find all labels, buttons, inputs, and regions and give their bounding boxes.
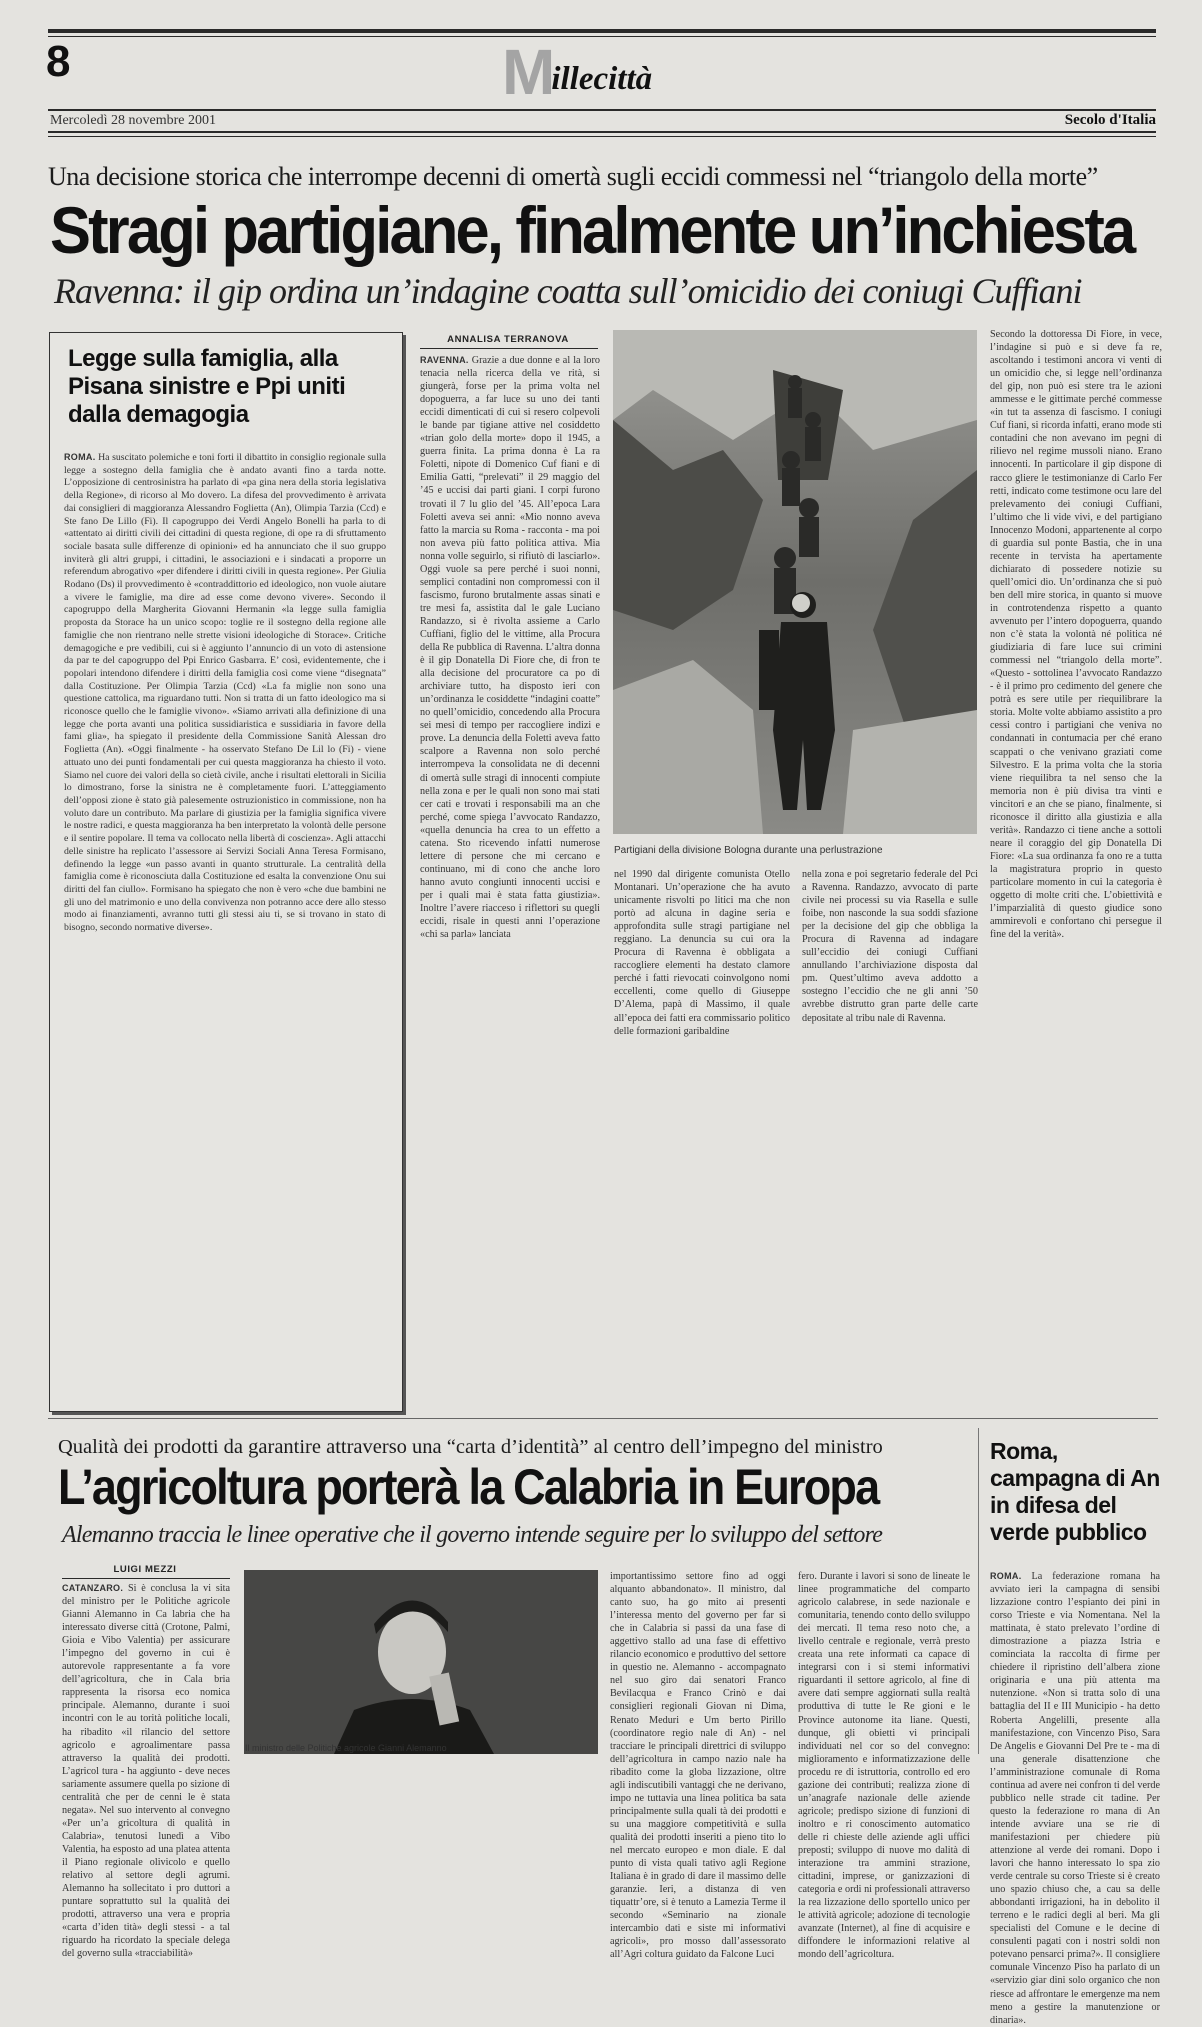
sidebar-verde-body: [990, 1570, 1161, 2026]
date-rule-thin: [48, 136, 1156, 137]
dateline: ROMA.: [990, 1571, 1022, 1581]
agri-column-e: [798, 1570, 970, 1961]
agri-byline-rule: [62, 1578, 230, 1579]
lead-photo-caption: Partigiani della divisione Bologna durante una perlustrazione: [614, 845, 883, 856]
lead-headline: Stragi partigiane, finalmente un’inchiesta: [50, 193, 1134, 267]
lead-column-a: [420, 354, 600, 1406]
agri-headline: L’agricoltura porterà la Calabria in Europa: [58, 1459, 879, 1515]
lead-kicker: Una decisione storica che interrompe decenni di omertà sugli eccidi commessi nel “triangolo della morte”: [48, 162, 1098, 191]
agri-subhead: Alemanno traccia le linee operative che il governo intende seguire per lo sviluppo del settore: [62, 1522, 883, 1548]
lead-column-d: [990, 328, 1162, 1408]
masthead-rule: [48, 109, 1156, 111]
sidebar-famiglia-box: [49, 332, 403, 1412]
lead-subhead: Ravenna: il gip ordina un’indagine coatta sull’omicidio dei coniugi Cuffiani: [54, 271, 1082, 311]
article-text: Secondo la dottoressa Di Fiore, in vece, l’indagine si può e si deve fa re, ascoltando i testimoni ancora vi venti di un omicidio che, si legge nell’ordinanza del gip, non può esi stere tra le azioni ammesse e le gittimate perché commesse «in tut ta assenza di fascismo. I coniugi Cuf fiani, si ricorda infatti, erano mode sti contadini che non avevano im pegni di rilievo nel regime mussoli niano. Erano innocenti. In particolare il gip dispone di racco gliere le testimonianze di Carlo Fer retti, indicato come testimone ocu lare del prelevamento dei coniugi Cuffiani, l’ultimo che li vide vivi, e del partigiano Innocenzo Modoni, appartenente al corpo di guardia sul ponte Bastia, che in una recente in tervista ha apertamente dichiarato di possedere notizie su quell’omici dio. Un’ordinanza che si può ben dell mire storica, in quanto si muove in controtendenza rispetto a quanto avvenuto per l’intero dopoguerra, quando non c’è stata la volontà né politica né giudiziaria di fare luce sui crimini commessi nel “triangolo della morte”. «Questo - sottolinea l’avvocato Randazzo - è il primo pro cedimento del genere che potrà es sere utile per riequilibrare la storia. Molte volte abbiamo assistito a pro cessi contro i partigiani che veniva no condannati in contumacia per ché erano scappati o che venivano graziati come Silvestro. E la prima volta che la storia viene riequilibra ta nel senso che la memoria non è più divisa tra vinti e vincitori e an che se piano, finalmente, si riconosce il diritto alla giustizia e alla verità». Randazzo ci tiene anche a sottoli neare il coraggio del gip Donatella Di Fiore: «La sua ordinanza fa ono re a tutta la magistratura proprio in questo particolare momento in cui la categoria è oggetto di molte criti che. L’obiettività e l’imparzialità di questo giudice sono ammirevoli e confortano chi persegue il fine del la verità».: [990, 329, 1162, 941]
article-text: importantissimo settore fino ad oggi alquanto abbandonato». Il ministro, dal canto suo, ha go mito ai presenti l’interessa mento del governo per far sì che in Calabria si passi da una fase di aggettivo stallo ad una fase di effettivo rilancio economico e produttivo del settore in questio ne. Alemanno - accompagnato nel suo giro dai senatori Franco Bevilacqua e Franco Crinò e dai consiglieri regionali Giovan ni Dima, Renato Meduri e Um berto Pirillo (coordinatore regio nale di An) - nel tracciare le principali direttrici di sviluppo dell’agricoltura in campo nazio nale ha ribadito come la globa lizzazione, oltre agli indiscutibili vantaggi che ne derivano, impo ne tuttavia una linea politica ba sata principalmente sulla quali tà dei prodotti e su una maggiore competitività e sulla qualità dei prodotti inseriti a pieno tito lo nel mercato europeo e mon diale. E dal punto di vista quali tativo agli Regione Italiana è in grado di dare il massimo delle garanzie. Ieri, a distanza di ven tiquattr’ore, si è tenuto a Lamezia Terme il secondo «Seminario na zionale intercambio dati e siste mi informativi agricoli», pro mosso dall’assessorato all’Agri coltura guidato da Falcone Luci: [610, 1571, 786, 1961]
article-text: Si è conclusa la vi sita del ministro per le Politiche agricole Gianni Alemanno in Ca labria che ha interessato diverse città (Crotone, Palmi, Gioia e Vibo Valentia) per assicurare l’impegno del governo in cui è autorevole rappresentante a fa vore dell’agricoltura, che in Cala bria rappresenta la risorsa eco nomica principale. Alemanno, durante i suoi incontri con le au torità politiche locali, ha ribadito «il rilancio del settore agricolo e agroalimentare passa attraverso la qualità dei prodotti. L’agricol tura - ha aggiunto - deve neces sariamente assumere quella po sizione di centralità che per de cenni le è stata negata». Nel suo intervento al convegno «Per un’a gricoltura di qualità in Calabria», tenutosi lunedì a Vibo Valentia, ha esposto ad una platea attenta il Piano regionale olivicolo e quello relativo al settore degli agrumi. Alemanno ha sollecitato i pro duttori a puntare soprattutto sul la qualità dei prodotti, attraverso una vera e propria «carta d’iden tità» degli stessi - a tal riguardo ha ricordato la speciale delega del governo sulla «tracciabilità»: [62, 1583, 230, 1960]
agri-column-d: [610, 1570, 786, 1961]
lead-column-c: [802, 868, 978, 1408]
page-number: 8: [46, 37, 71, 86]
agri-vertical-rule: [978, 1428, 979, 1754]
dateline: RAVENNA.: [420, 355, 469, 365]
newspaper-name: Secolo d'Italia: [1064, 112, 1156, 128]
lead-photo: [613, 330, 977, 834]
top-rule: [48, 29, 1156, 33]
date-rule: [48, 131, 1156, 133]
article-text: Grazie a due donne e al la loro tenacia nella ricerca della ve rità, si giungerà, forse per la prima volta nel dopoguerra, a far luce su uno dei tanti eccidi dimenticati di cui si resero colpevoli le bande par tigiane attive nel cosiddetto «trian golo della morte» dopo il 1945, a guerra finita. La prima donna è La ra Foletti, nipote di Domenico Cuf fiani e di Emilia Gatti, “prelevati” il 29 maggio del ’45 e uccisi dai parti giani. I corpi furono trovati il 7 lu glio del ’45. All’epoca Lara Foletti aveva sei anni: «Mio nonno aveva fatto la marcia su Roma - raccontа - ma poi non aveva più fatto politica attiva. Mia nonna volle seguirlo, si rifiutò di lasciarlo». Oggi vuole sa pere perché i suoi nonni, semplici contadini non compromessi con il fascismo, furono brutalmente assas sinati e tre mesi fa, assistita dal le gale Luciano Randazzo, si è rivolta assieme a Carlo Cuffiani, figlio del le vittime, alla Procura della Re pubblica di Ravenna. L’altra donna è il gip Donatella Di Fiore che, di fron te alla decisione del procuratore ca po di archiviare tutto, ha disposto ieri con un’ordinanza le cosiddette “indagini coatte” no quell’omicidio, concedendo alla Procura sei mesi di tempo per raccogliere indizi e prove. La denuncia della Foletti aveva fatto scalpore a Ravenna non solo perché interrompeva la consolidata ne di decenni di omertà sulle stragi di innocenti compiute nella zona e per le quali non sono mai stati cer cati e trovati i responsabili ma an che perché, come spiega l’avvocato Randazzo, «quella denuncia ha crea to un effetto a catena. Sto ricevendo infatti numerose lettere di persone che mi cercano e continuano, mi di cono che anche loro hanno avuto congiunti innocenti uccisi e per i quali mai è stata fatta giustizia». Inoltre l’avere riacceso i riflettori su quegli eccidi, risale in questi anni l’operazione «chi sa parla» lanciata: [420, 355, 600, 941]
section-logo-initial: M: [502, 36, 556, 108]
section-divider: [48, 1418, 1158, 1419]
agri-byline: LUIGI MEZZI: [113, 1564, 177, 1575]
byline-rule: [420, 348, 598, 349]
agri-column-a: [62, 1582, 230, 1960]
article-text: La federazione romana ha avviato ieri la campagna di sensibi lizzazione contro l’espianto dei pini in corso Trieste e via Nomentana. Nel la mattinata, è stato prelevato l’ordine di dimostrazione a piazza Istria e cominciata la raccolta di firme per chiedere il ripristino dell’albera zione originaria e una più attenta ma nutenzione. «Non si tratta solo di una battaglia del II e III Municipio - ha detto Roberta Angelilli, presente alla manifestazione, con Vincenzo Piso, Sara De Angelis e Giovanni Del Pre te - ma di una generale disattenzione che l’amministrazione comunale di Roma continua ad avere nei confron ti del verde pubblico nelle strade cit tadine. Per questo la federazione ro mana di An intende avviare una se rie di manifestazioni per chiedere più attenzione al verde dei romani. Dopo i lavori che hanno interessato lo spa zio verde centrale su corso Trieste si è creato uno spazio chiuso che, a cau sa delle abbondanti irrigazioni, ha in debolito il terreno e le radici degli al beri. Ma gli specialisti del Comune e le decine di consulenti pagati con i nostri soldi non potevano pensarci prima?». Il consigliere comunale Vincenzo Piso ha parlato di un «servizio giar dini solo organico che non riesce ad affrontare le emergenze ma nem meno a gestire la manutenzione or dinaria».: [990, 1571, 1161, 2026]
section-logo-text: illecittà: [551, 61, 653, 97]
dateline: ROMA.: [64, 452, 96, 462]
article-text: fero. Durante i lavori si sono de lineate le linee programmatiche del comparto agricolo calabrese, in sede nazionale e comunitaria, tenendo conto dello sviluppo dei mercati. Il tema reso noto che, a livello centrale e regionale, verrà presto creata una rete informati ca capace di integrarsi con i si stemi informativi riguardanti il settore agricolo, al fine di avere dati sempre aggiornati sulla realtà produttiva di tutte le Re gioni e le Province autonome ita liane. Questi, dunque, gli obietti vi principali individuati nel cor so del convegno: miglioramento e informatizzazione delle procedu re di istruttoria, controllo ed ero gazione dei contributi; realizza zione di un’anagrafe nazionale delle aziende agricole; predispo sizione di funzioni di inoltro e ri conoscimento automatico delle ri chieste delle aziende agli uffici preposti; sviluppo di nuove mo dalità di interazione tra ammini strazione, cittadini, imprese, or ganizzazioni di categoria e ordi ni professionali attraverso la rea lizzazione dello sportello unico per le attività agricole; adozione di tecnologie avanzate (Internet), al fine di acquisire e diffondere le informazioni relative al mondo dell’agricoltura.: [798, 1571, 970, 1961]
sidebar-famiglia-body: [64, 451, 386, 1399]
issue-date: Mercoledì 28 novembre 2001: [50, 113, 217, 128]
agri-kicker: Qualità dei prodotti da garantire attraverso una “carta d’identità” al centro dell’impegno del ministro: [58, 1436, 883, 1458]
section-logo: [502, 36, 656, 108]
agri-photo: [244, 1570, 598, 1754]
partisans-photo-illustration: [613, 330, 977, 834]
article-text: Ha suscitato polemiche e toni forti il dibattito in consiglio regionale sulla legge a sostegno della famiglia che è andato avanti fino a tarda notte. L’opposizione di centrosinistra ha parlato di «pa gina nera della storia legislativa della Regione», di ricorso al Mo dovero. La difesa del provvedimento è arrivata dai consiglieri di maggioranza Alessandro Foglietta (An), Olimpia Tarzia (Ccd) e Ste fano De Lillo (Fi). Il capogruppo dei Verdi Angelo Bonelli ha parla to di «attentato ai diritti civili dei cittadini di questa regione, di ope ra di sfruttamento sociale basata sulle differenze di opinioni» ed ha annunciato che il suo gruppo inviterà gli altri gruppi, i cittadini, le associazioni e i sindacati a proporre un referendum abrogativo «per difendere i diritti civili in questa regione». Per Giulia Rodano (Ds) il provvedimento è «contraddittorio ed ideologico, non vuole aiutare a vivere le famiglie, ma dire ad esse come devono vivere». Secondo il capogruppo della Margherita Giovanni Hermanin «la legge sulla famiglia proposta da Storace ha un unico scopo: toglie re il sostegno della regione alle famiglie che non rientrano nelle strette visioni ideologiche di Storace». Critiche demagogiche e pre vedibili, cui si è aggiunto l’annuncio di un voto di astensione da par te del capogruppo del Ppi Enrico Gasbarra. E’ così, evidentemente, che i popolari intendono difendere i diritti della famiglia così come viene “disegnata” dalla Costituzione. Per Olimpia Tarzia (Ccd) «La fa miglie non sono una questione cattolica, ma riguardano tutti. Non si tratta di un fatto ideologico ma si riconosce quello che le famiglie vivono». «Siamo arrivati alla definizione di una legge che porta avanti una politica sussidiaristica e sussidiaria in favore della fami glia», ha spiegato il presidente della Commissione Sanità Alessan dro Foglietta (An). «Oggi finalmente - ha osservato Stefano De Lil lo (Fi) - viene attuato uno dei punti fondamentali per cui questa maggioranza ha chiesto il voto. Siamo nel cuore dei valori della so cietà civile, anche i risultati elettorali in Sicilia lo dimostrano, forse la sinistra ne è completamente fuori. L’atteggiamento dell’opposi zione è stato già palesemente ostruzionistico in commissione, non ha voluto dare un contributo. Ma parlare di giustizia per la famiglia significa vivere le nostre radici, e questa maggioranza ha ben interpretato la volontà delle persone e il sentire popolare. Il tema va collocato nella libertà di coscienza». Agli attacchi delle sinistre ha replicato l’assessore ai Servizi Sociali Anna Teresa Formisano, definendo la legge «un passo avanti in quanto strutturale. La centralità della famiglia come è riconosciuta dalla Costituzione ed esalta la convenzione Onu sui diritti del fan ciullo». Formisano ha spiegato che non è vero «che due bambini ne gli uno del matrimonio e uno della convivenza non potranno acce dere allo stesso modo ai finanziamenti, avranno tutti gli stessi aiu ti, se si trovano in stato di bisogno, secondo normative diverse».: [64, 452, 386, 934]
agri-photo-caption: Il ministro delle Politiche agricole Gianni Alemanno: [245, 1743, 447, 1753]
minister-portrait-illustration: [244, 1570, 598, 1754]
top-rule-thin: [48, 36, 1156, 37]
lead-byline: ANNALISA TERRANOVA: [447, 334, 569, 345]
article-text: nella zona e poi segretario federale del Pci a Ravenna. Randazzo, avvocato di parte civile nei processi su via Rasella e sulle foibe, non nasconde la sua soddi sfazione per la decisione del gip che obbliga la Procura di Ravenna ad indagare sull’eccidio dei coniugi Cuffiani annullando l’archiviazione disposta dal pm. Quest’ultimo aveva addotto a sostegno l’eccidio che ne gli anni ’50 avrebbe distrutto gran parte delle carte depositate al tribu nale di Ravenna.: [802, 869, 978, 1024]
sidebar-famiglia-headline: Legge sulla famiglia, alla Pisana sinistre e Ppi uniti dalla demagogia: [68, 345, 346, 428]
lead-column-b: [614, 868, 790, 1408]
article-text: nel 1990 dal dirigente comunista Otello Montanari. Un’operazione che ha avuto unicamente risvolti po litici ma che non portò ad alcuna in dagine seria e approfondita sulle stragi partigiane nel reggiano. La denuncia su cui ora la Procura di Ravenna è obbligata a raccogliere elementi ha destato clamore perché i fatti rievocati coinvolgono nomi eccellenti, come quello di Giuseppe D’Alema, papà di Massimo, il quale all’epoca dei fatti era commissario politico delle formazioni garibaldine: [614, 869, 790, 1037]
sidebar-verde-headline: Roma, campagna di An in difesa del verde pubblico: [990, 1438, 1160, 1545]
dateline: CATANZARO.: [62, 1583, 124, 1593]
